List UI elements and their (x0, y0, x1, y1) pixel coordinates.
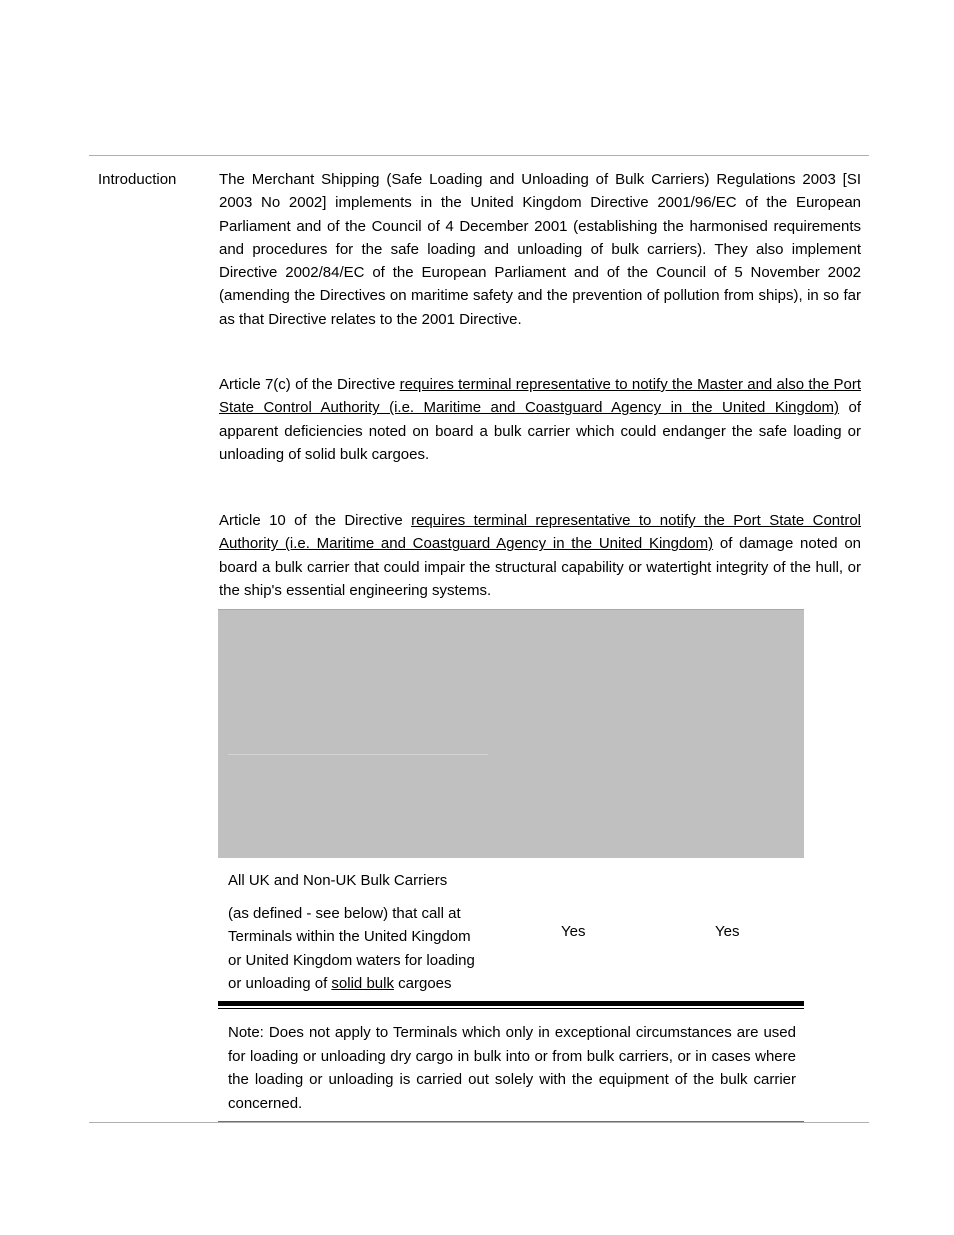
table-thin-rule (218, 1008, 804, 1009)
section-label: Introduction (98, 171, 177, 188)
col2-value: Yes (561, 923, 586, 940)
intro-text: The Merchant Shipping (Safe Loading and Unloading of Bulk Carriers) Regulations 2003 [SI 2003 No 2002] implements in the United Kingdom Directive 2001/96/EC of the European Parliament and of the Council of 4 December 2001 (establishing the harmonised requirements and procedures for the safe loading and unloading of bulk carriers). They also implement Directive 2002/84/EC of the European Parliament and of the Council of 5 November 2002 (amending the Directives on maritime safety and the prevention of pollution from ships), in so far as that Directive relates to the 2001 Directive. (219, 171, 861, 328)
header-divider (228, 754, 488, 755)
row-title: All UK and Non-UK Bulk Carriers (228, 872, 448, 889)
article-7c-text-end: of apparent deficiencies noted on board a bulk carrier which could endanger the safe loading or unloading of solid bulk cargoes. (219, 399, 861, 463)
article-7c-text-start: Article 7(c) of the Directive (219, 376, 400, 393)
article-10-text-start: Article 10 of the Directive (219, 512, 412, 529)
row-desc-line: or United Kingdom waters for loading (228, 951, 475, 969)
article-7c-paragraph (219, 373, 861, 466)
col3-value: Yes (715, 923, 740, 940)
top-divider (89, 155, 869, 156)
article-10-requirement: requires terminal representative to notify the Port State Control Authority (i.e. Maritime and Coastguard Agency in the United Kingdom) (219, 512, 861, 553)
solid-bulk-term: solid bulk (331, 974, 394, 992)
bottom-divider (89, 1122, 869, 1123)
article-7c-requirement: requires terminal representative to notify the Master and also the Port State Control Authority (i.e. Maritime and Coastguard Agency in the United Kingdom) (219, 376, 861, 417)
article-10-paragraph (219, 509, 861, 602)
row-desc-line: or unloading of solid bulk cargoes (228, 974, 452, 992)
intro-paragraph (219, 168, 861, 331)
row-desc-line: (as defined - see below) that call at (228, 905, 461, 922)
row-desc-line: Terminals within the United Kingdom (228, 928, 471, 946)
table-header-block (218, 609, 804, 858)
article-10-text-end: of damage noted on board a bulk carrier that could impair the structural capability or watertight integrity of the hull, or the ship's essential engineering systems. (219, 535, 861, 599)
note-text: Note: Does not apply to Terminals which only in exceptional circumstances are used for loading or unloading dry cargo in bulk into or from bulk carriers, or in cases where the loading or unloading is carried out solely with the equipment of the bulk carrier concerned. (228, 1024, 796, 1112)
row-description (228, 902, 475, 995)
table-thick-rule (218, 1001, 804, 1006)
